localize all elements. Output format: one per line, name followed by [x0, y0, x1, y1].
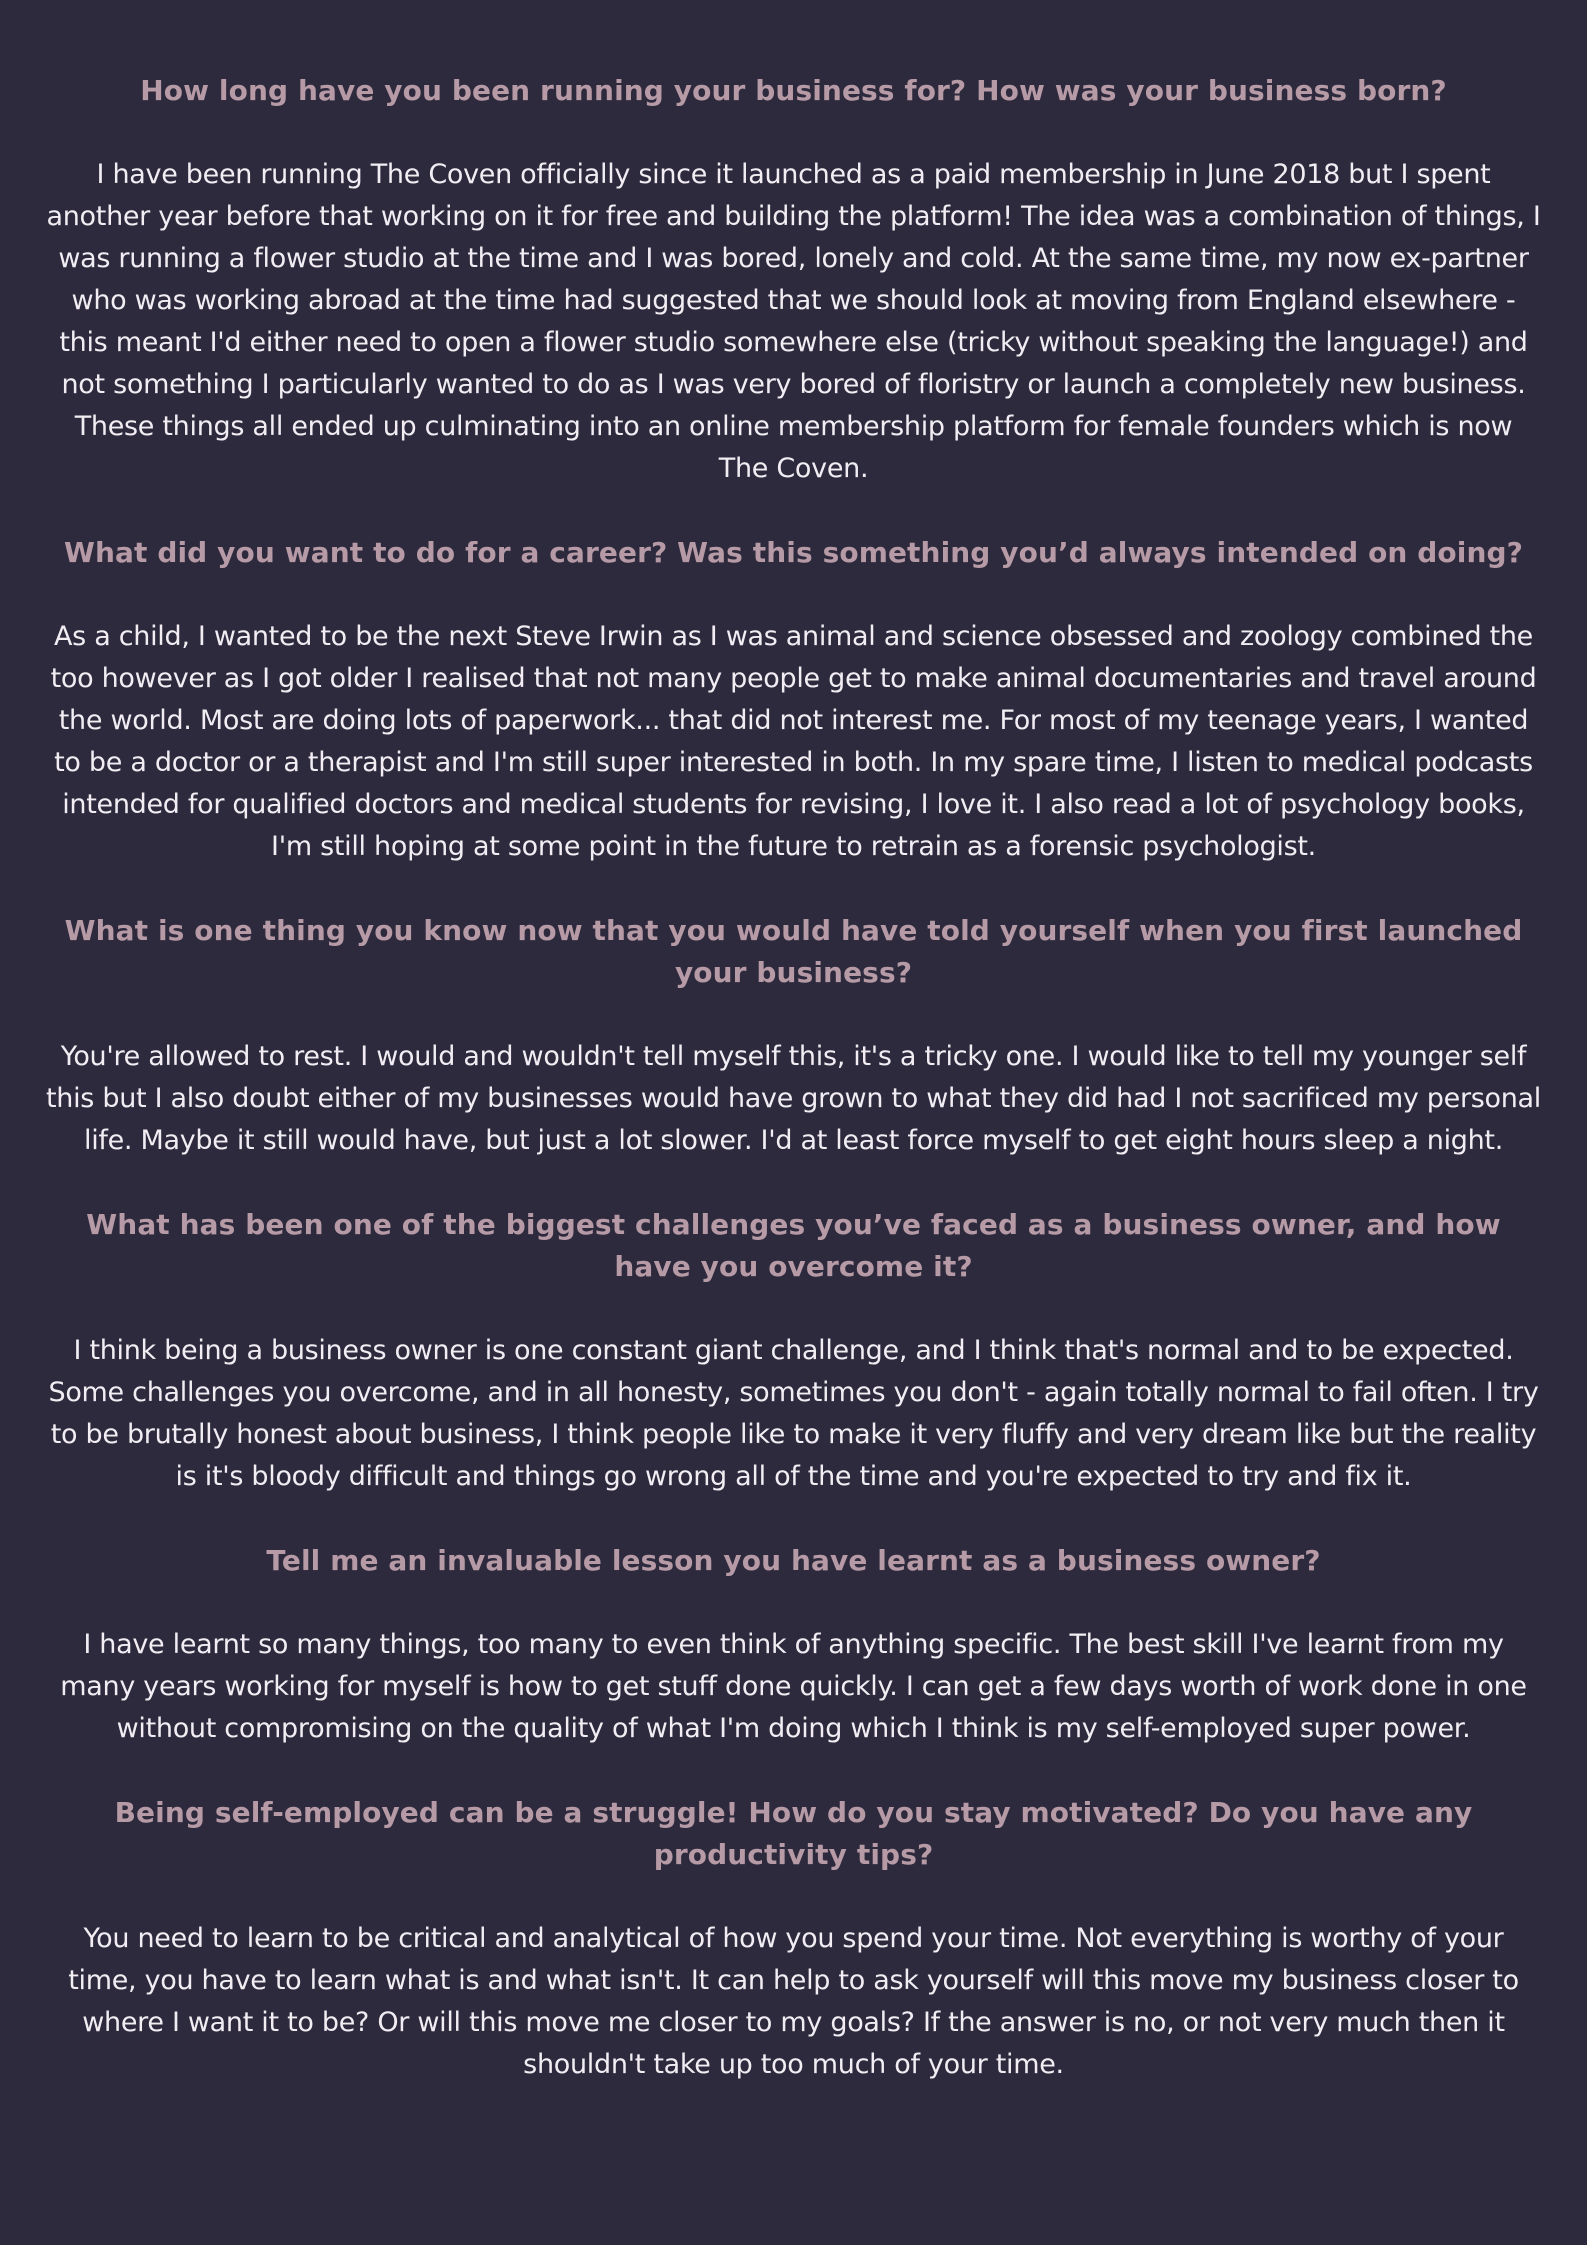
qa-block-motivation [46, 1792, 1541, 2086]
answer-paragraph: You need to learn to be critical and analytical of how you spend your time. Not everything is worthy of your time, you have to learn what is and what isn't. It can help to ask yourself will this move my business closer to where I want it to be? Or will this move me closer to my goals? If the answer is no, or not very much then it shouldn't take up too much of your time. [68, 1923, 1519, 2080]
question-heading: What is one thing you know now that you would have told yourself when you first launched your business? [64, 914, 1523, 989]
answer-paragraph: I think being a business owner is one constant giant challenge, and I think that's normal and to be expected. Some challenges you overcome, and in all honesty, sometimes you don't - again totally normal to fail often. I try to be brutally honest about business, I think people like to make it very fluffy and very dream like but the reality is it's bloody difficult and things go wrong all of the time and you're expected to try and fix it. [48, 1335, 1539, 1492]
question-heading: What has been one of the biggest challenges you’ve faced as a business owner, and how have you overcome it? [86, 1208, 1501, 1283]
question-heading: Being self-employed can be a struggle! How do you stay motivated? Do you have any productivity tips? [114, 1796, 1473, 1871]
qa-block-one-thing [46, 910, 1541, 1162]
qa-block-career [46, 532, 1541, 868]
answer-paragraph: As a child, I wanted to be the next Steve Irwin as I was animal and science obsessed and zoology combined the too however as I got older I realised that not many people get to make animal documentaries and travel around the world. Most are doing lots of paperwork... that did not interest me. For most of my teenage years, I wanted to be a doctor or a therapist and I'm still super interested in both. In my spare time, I listen to medical podcasts intended for qualified doctors and medical students for revising, I love it. I also read a lot of psychology books, I'm still hoping at some point in the future to retrain as a forensic psychologist. [50, 621, 1537, 862]
qa-block-challenges [46, 1204, 1541, 1498]
answer-paragraph: I have been running The Coven officially since it launched as a paid membership in June 2018 but I spent another year before that working on it for free and building the platform! The idea was a combination of things, I was running a flower studio at the time and I was bored, lonely and cold. At the same time, my now ex-partner who was working abroad at the time had suggested that we should look at moving from England elsewhere - this meant I'd either need to open a flower studio somewhere else (tricky without speaking the language!) and not something I particularly wanted to do as I was very bored of floristry or launch a completely new business. These things all ended up culminating into an online membership platform for female founders which is now The Coven. [46, 159, 1541, 484]
qa-block-business-born [46, 70, 1541, 490]
answer-paragraph: I have learnt so many things, too many to even think of anything specific. The best skill I've learnt from my many years working for myself is how to get stuff done quickly. I can get a few days worth of work done in one without compromising on the quality of what I'm doing which I think is my self-employed super power. [60, 1629, 1527, 1744]
question-heading: Tell me an invaluable lesson you have learnt as a business owner? [266, 1544, 1321, 1577]
question-heading: How long have you been running your business for? How was your business born? [140, 74, 1447, 107]
question-heading: What did you want to do for a career? Was this something you’d always intended on doing? [64, 536, 1523, 569]
answer-paragraph: You're allowed to rest. I would and wouldn't tell myself this, it's a tricky one. I would like to tell my younger self this but I also doubt either of my businesses would have grown to what they did had I not sacrificed my personal life. Maybe it still would have, but just a lot slower. I'd at least force myself to get eight hours sleep a night. [46, 1041, 1541, 1156]
qa-block-lesson [46, 1540, 1541, 1750]
